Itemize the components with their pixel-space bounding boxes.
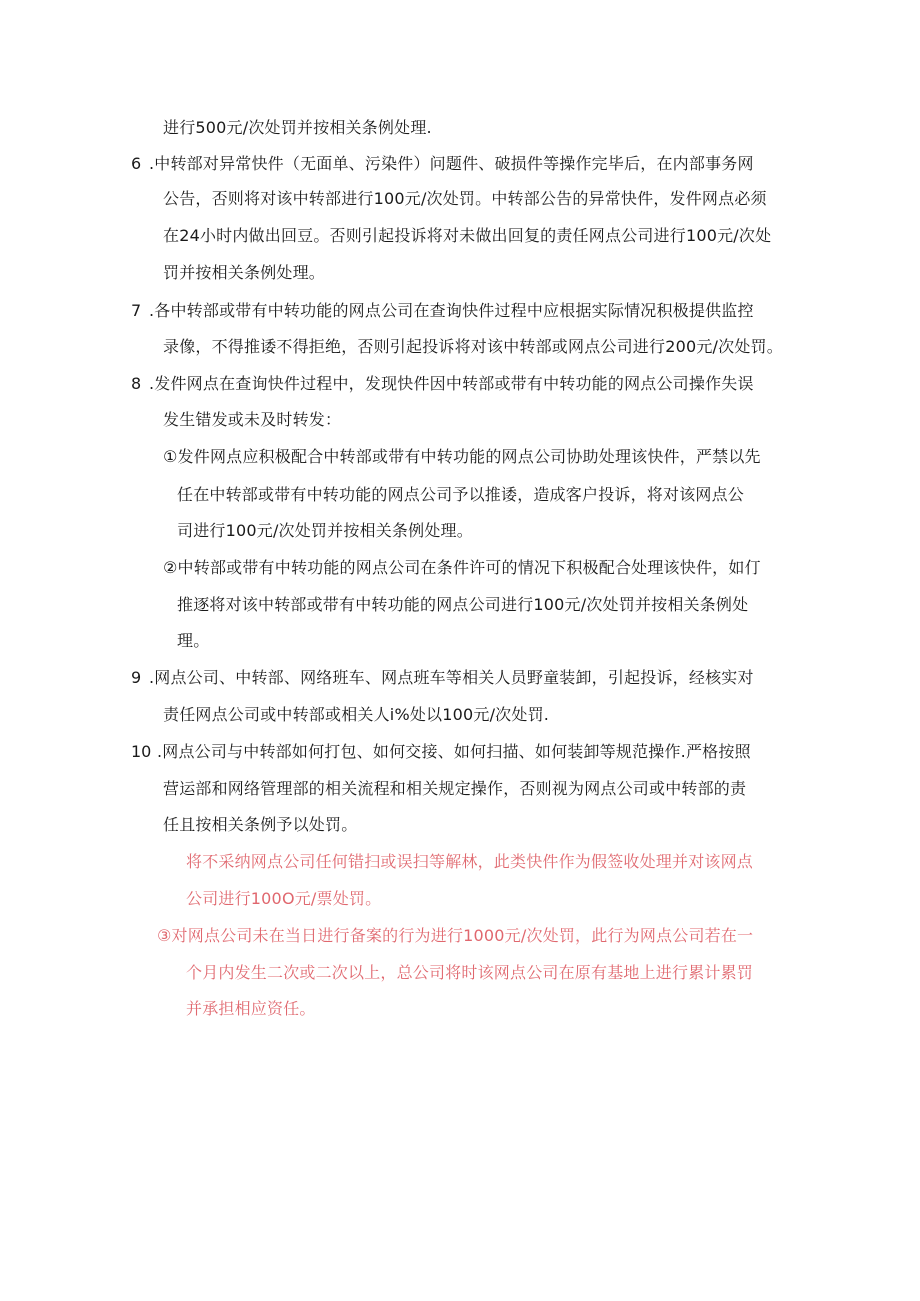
item-line: .网点公司、中转部、网络班车、网点班车等相关人员野童装卸，引起投诉，经核实对 — [149, 668, 754, 687]
intro-line: 进行500元/次处罚并按相关条例处理. — [163, 118, 432, 137]
item-line: 任且按相关条例予以处罚。 — [163, 815, 358, 834]
item-number: 6 — [131, 154, 142, 173]
item-line: .发件网点在查询快件过程中，发现快件因中转部或带有中转功能的网点公司操作失误 — [149, 374, 754, 393]
red-note-line: 并承担相应资任。 — [186, 999, 316, 1018]
item-line: .各中转部或带有中转功能的网点公司在查询快件过程中应根据实际情况积极提供监控 — [149, 301, 754, 320]
item-line: 营运部和网络管理部的相关流程和相关规定操作，否则视为网点公司或中转部的责 — [163, 779, 747, 798]
item-number: 8 — [131, 374, 142, 393]
red-note-line: 公司进行100O元/票处罚。 — [186, 889, 382, 908]
sub-item-line: 司进行100元/次处罚并按相关条例处理。 — [177, 521, 473, 540]
sub-item-line: ①发件网点应积极配合中转部或带有中转功能的网点公司协助处理该快件，严禁以先 — [163, 447, 761, 466]
item-line: .网点公司与中转部如何打包、如何交接、如何扫描、如何装卸等规范操作.严格按照 — [157, 742, 751, 761]
red-note-line: 个月内发生二次或二次以上，总公司将时该网点公司在原有基地上进行累计累罚 — [186, 963, 754, 982]
item-line: 录像，不得推诿不得拒绝，否则引起投诉将对该中转部或网点公司进行200元/次处罚。 — [163, 337, 783, 356]
item-line: 发生错发或未及时转发： — [163, 410, 342, 429]
sub-item-line: ②中转部或带有中转功能的网点公司在条件许可的情况下积极配合处理该快件，如仃 — [163, 558, 761, 577]
item-number: 10 — [131, 742, 152, 761]
item-line: 公告，否则将对该中转部进行100元/次处罚。中转部公告的异常快件，发件网点必须 — [163, 189, 767, 208]
red-note-line: 将不采纳网点公司任何错扫或误扫等解林，此类快件作为假签收处理并对该网点 — [186, 852, 754, 871]
sub-item-line: 推逐将对该中转部或带有中转功能的网点公司进行100元/次处罚并按相关条例处 — [177, 595, 749, 614]
item-line: 罚并按相关条例处理。 — [163, 263, 326, 282]
item-line: 责任网点公司或中转部或相关人i%处以100元/次处罚. — [163, 705, 550, 724]
sub-item-line: 任在中转部或带有中转功能的网点公司予以推诿，造成客户投诉，将对该网点公 — [177, 485, 745, 504]
red-note-line: ③对网点公司未在当日进行备案的行为进行1000元/次处罚，此行为网点公司若在一 — [157, 926, 754, 945]
item-number: 9 — [131, 668, 142, 687]
item-line: 在24小时内做出回豆。否则引起投诉将对未做出回复的责任网点公司进行100元/次处 — [163, 226, 772, 245]
item-line: .中转部对异常快件（无面单、污染件）问题件、破损件等操作完毕后，在内部事务网 — [149, 154, 754, 173]
sub-item-line: 理。 — [177, 631, 210, 650]
item-number: 7 — [131, 301, 142, 320]
